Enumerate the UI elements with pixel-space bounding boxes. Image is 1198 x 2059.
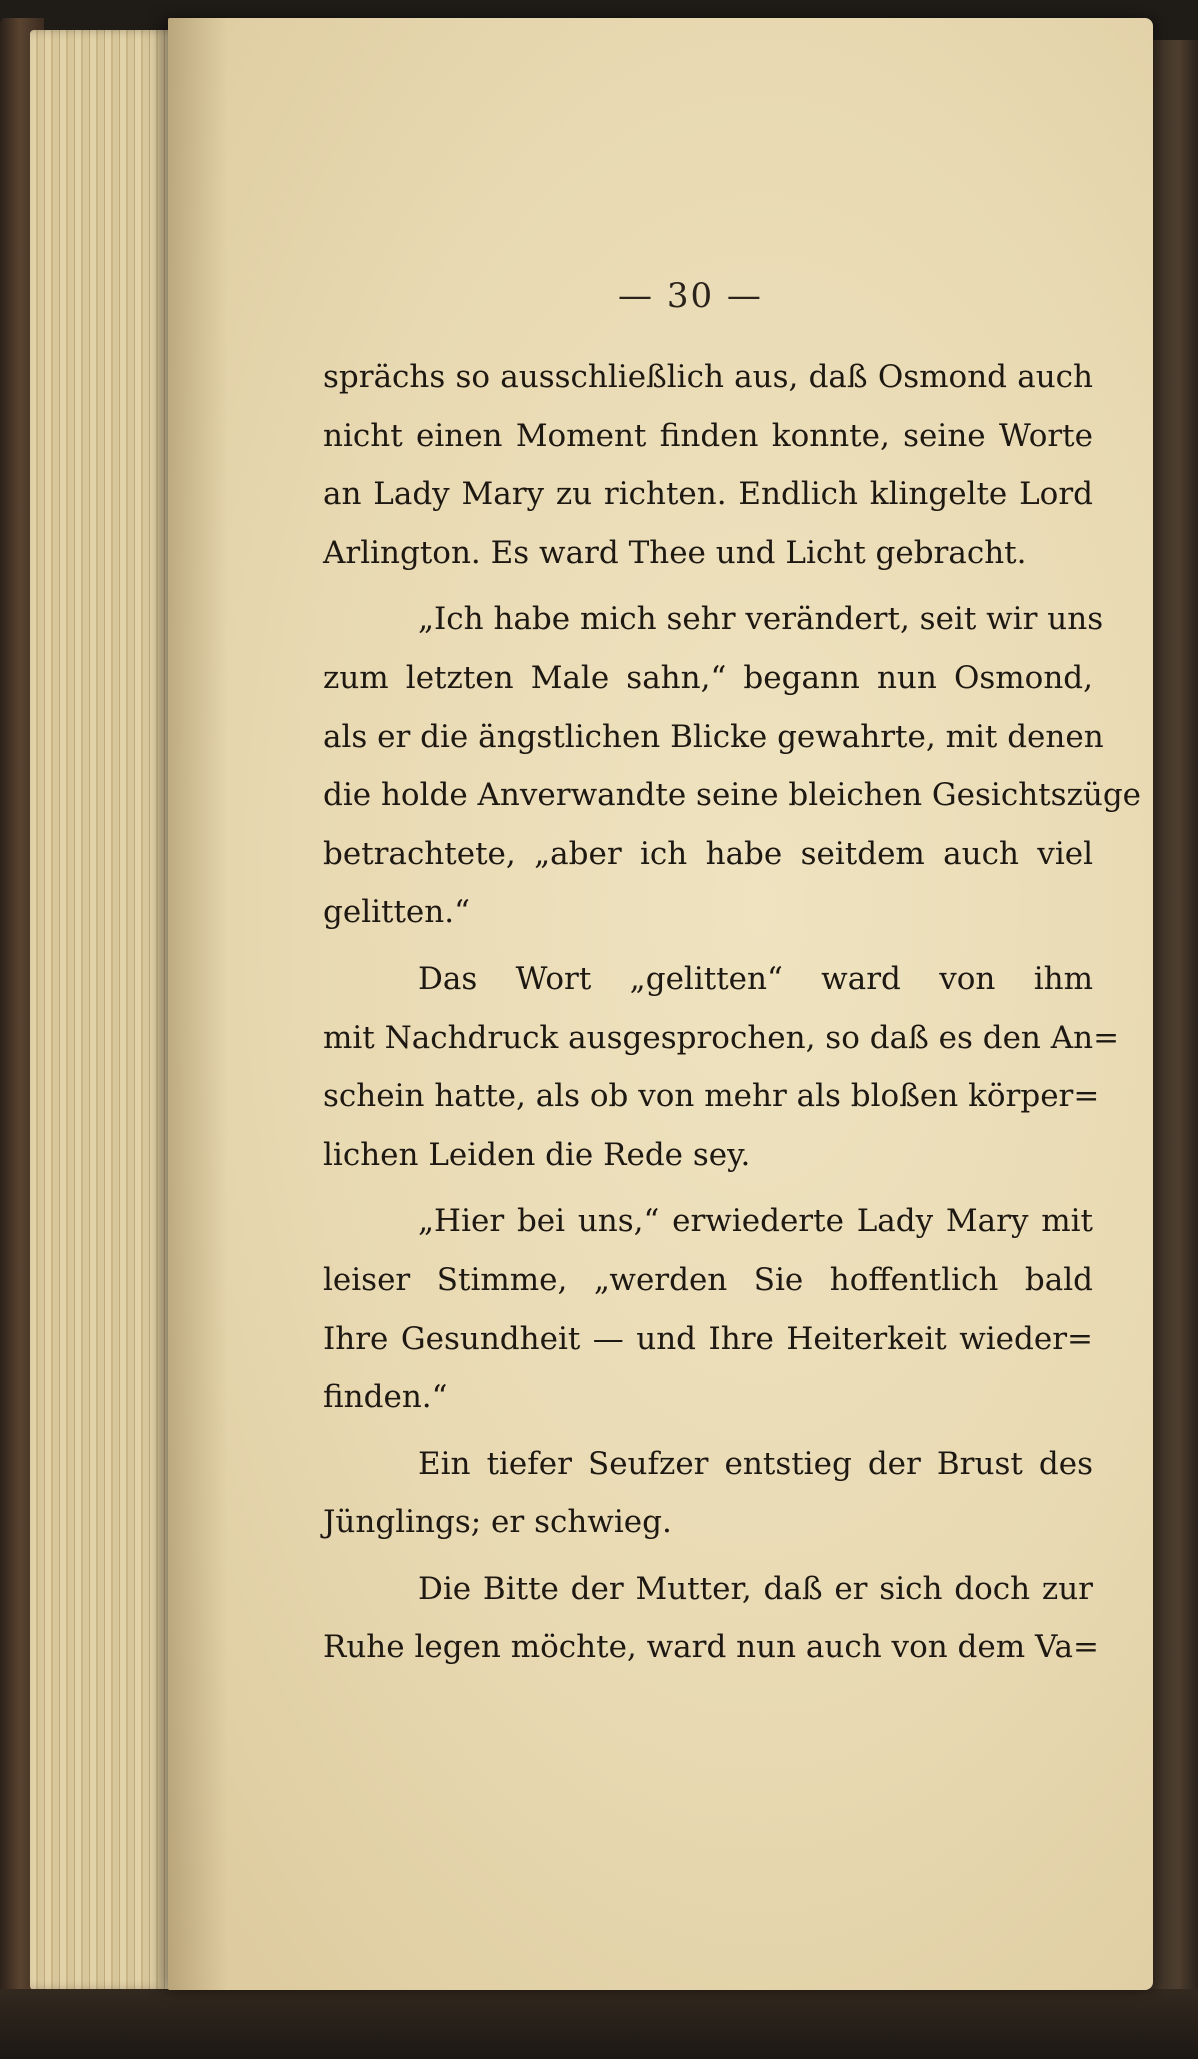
text-line: an Lady Mary zu richten. Endlich klingelte Lord — [323, 476, 1093, 513]
paragraph-gap — [323, 1184, 1093, 1192]
text-line: „Ich habe mich sehr verändert, seit wir uns — [418, 601, 1104, 638]
text-line: Die Bitte der Mutter, daß er sich doch zur — [418, 1570, 1093, 1607]
book-page — [168, 18, 1153, 1990]
text-line: schein hatte, als ob von mehr als bloßen körper= — [323, 1078, 1100, 1115]
text-line: Ein tiefer Seufzer entstieg der Brust des — [418, 1445, 1093, 1482]
text-line: gelitten.“ — [323, 894, 470, 931]
text-line: die holde Anverwandte seine bleichen Gesichtszüge — [323, 777, 1142, 814]
text-line: Ruhe legen möchte, ward nun auch von dem Va= — [323, 1629, 1099, 1666]
text-line: zum letzten Male sahn,“ begann nun Osmond, — [323, 659, 1093, 696]
text-line: nicht einen Moment finden konnte, seine Worte — [323, 417, 1093, 454]
text-line: leiser Stimme, „werden Sie hoffentlich bald — [323, 1261, 1093, 1298]
text-line: als er die ängstlichen Blicke gewahrte, mit denen — [323, 718, 1104, 755]
text-line: Jünglings; er schwieg. — [323, 1504, 672, 1541]
text-line: „Hier bei uns,“ erwiederte Lady Mary mit — [418, 1203, 1093, 1240]
paragraph-gap — [323, 1552, 1093, 1560]
page-number: — 30 — — [618, 276, 763, 316]
text-line: Arlington. Es ward Thee und Licht gebracht. — [323, 534, 1027, 571]
text-line: Das Wort „gelitten“ ward von ihm — [418, 960, 1093, 997]
text-line: sprächs so ausschließlich aus, daß Osmond auch — [323, 359, 1093, 395]
page-text — [323, 348, 1142, 1677]
text-line: Ihre Gesundheit — und Ihre Heiterkeit wieder= — [323, 1320, 1093, 1357]
paragraph-gap — [323, 942, 1093, 950]
book-cover-edge-right — [1150, 40, 1198, 2000]
paragraph-gap — [323, 582, 1093, 590]
text-line: betrachtete, „aber ich habe seitdem auch viel — [323, 835, 1093, 872]
text-line: finden.“ — [323, 1379, 448, 1416]
paragraph-gap — [323, 1427, 1093, 1435]
text-line: lichen Leiden die Rede sey. — [323, 1136, 751, 1173]
book-bottom-edge — [0, 1989, 1198, 2059]
text-line: mit Nachdruck ausgesprochen, so daß es den An= — [323, 1019, 1120, 1056]
page-stack-edges — [30, 30, 180, 1990]
